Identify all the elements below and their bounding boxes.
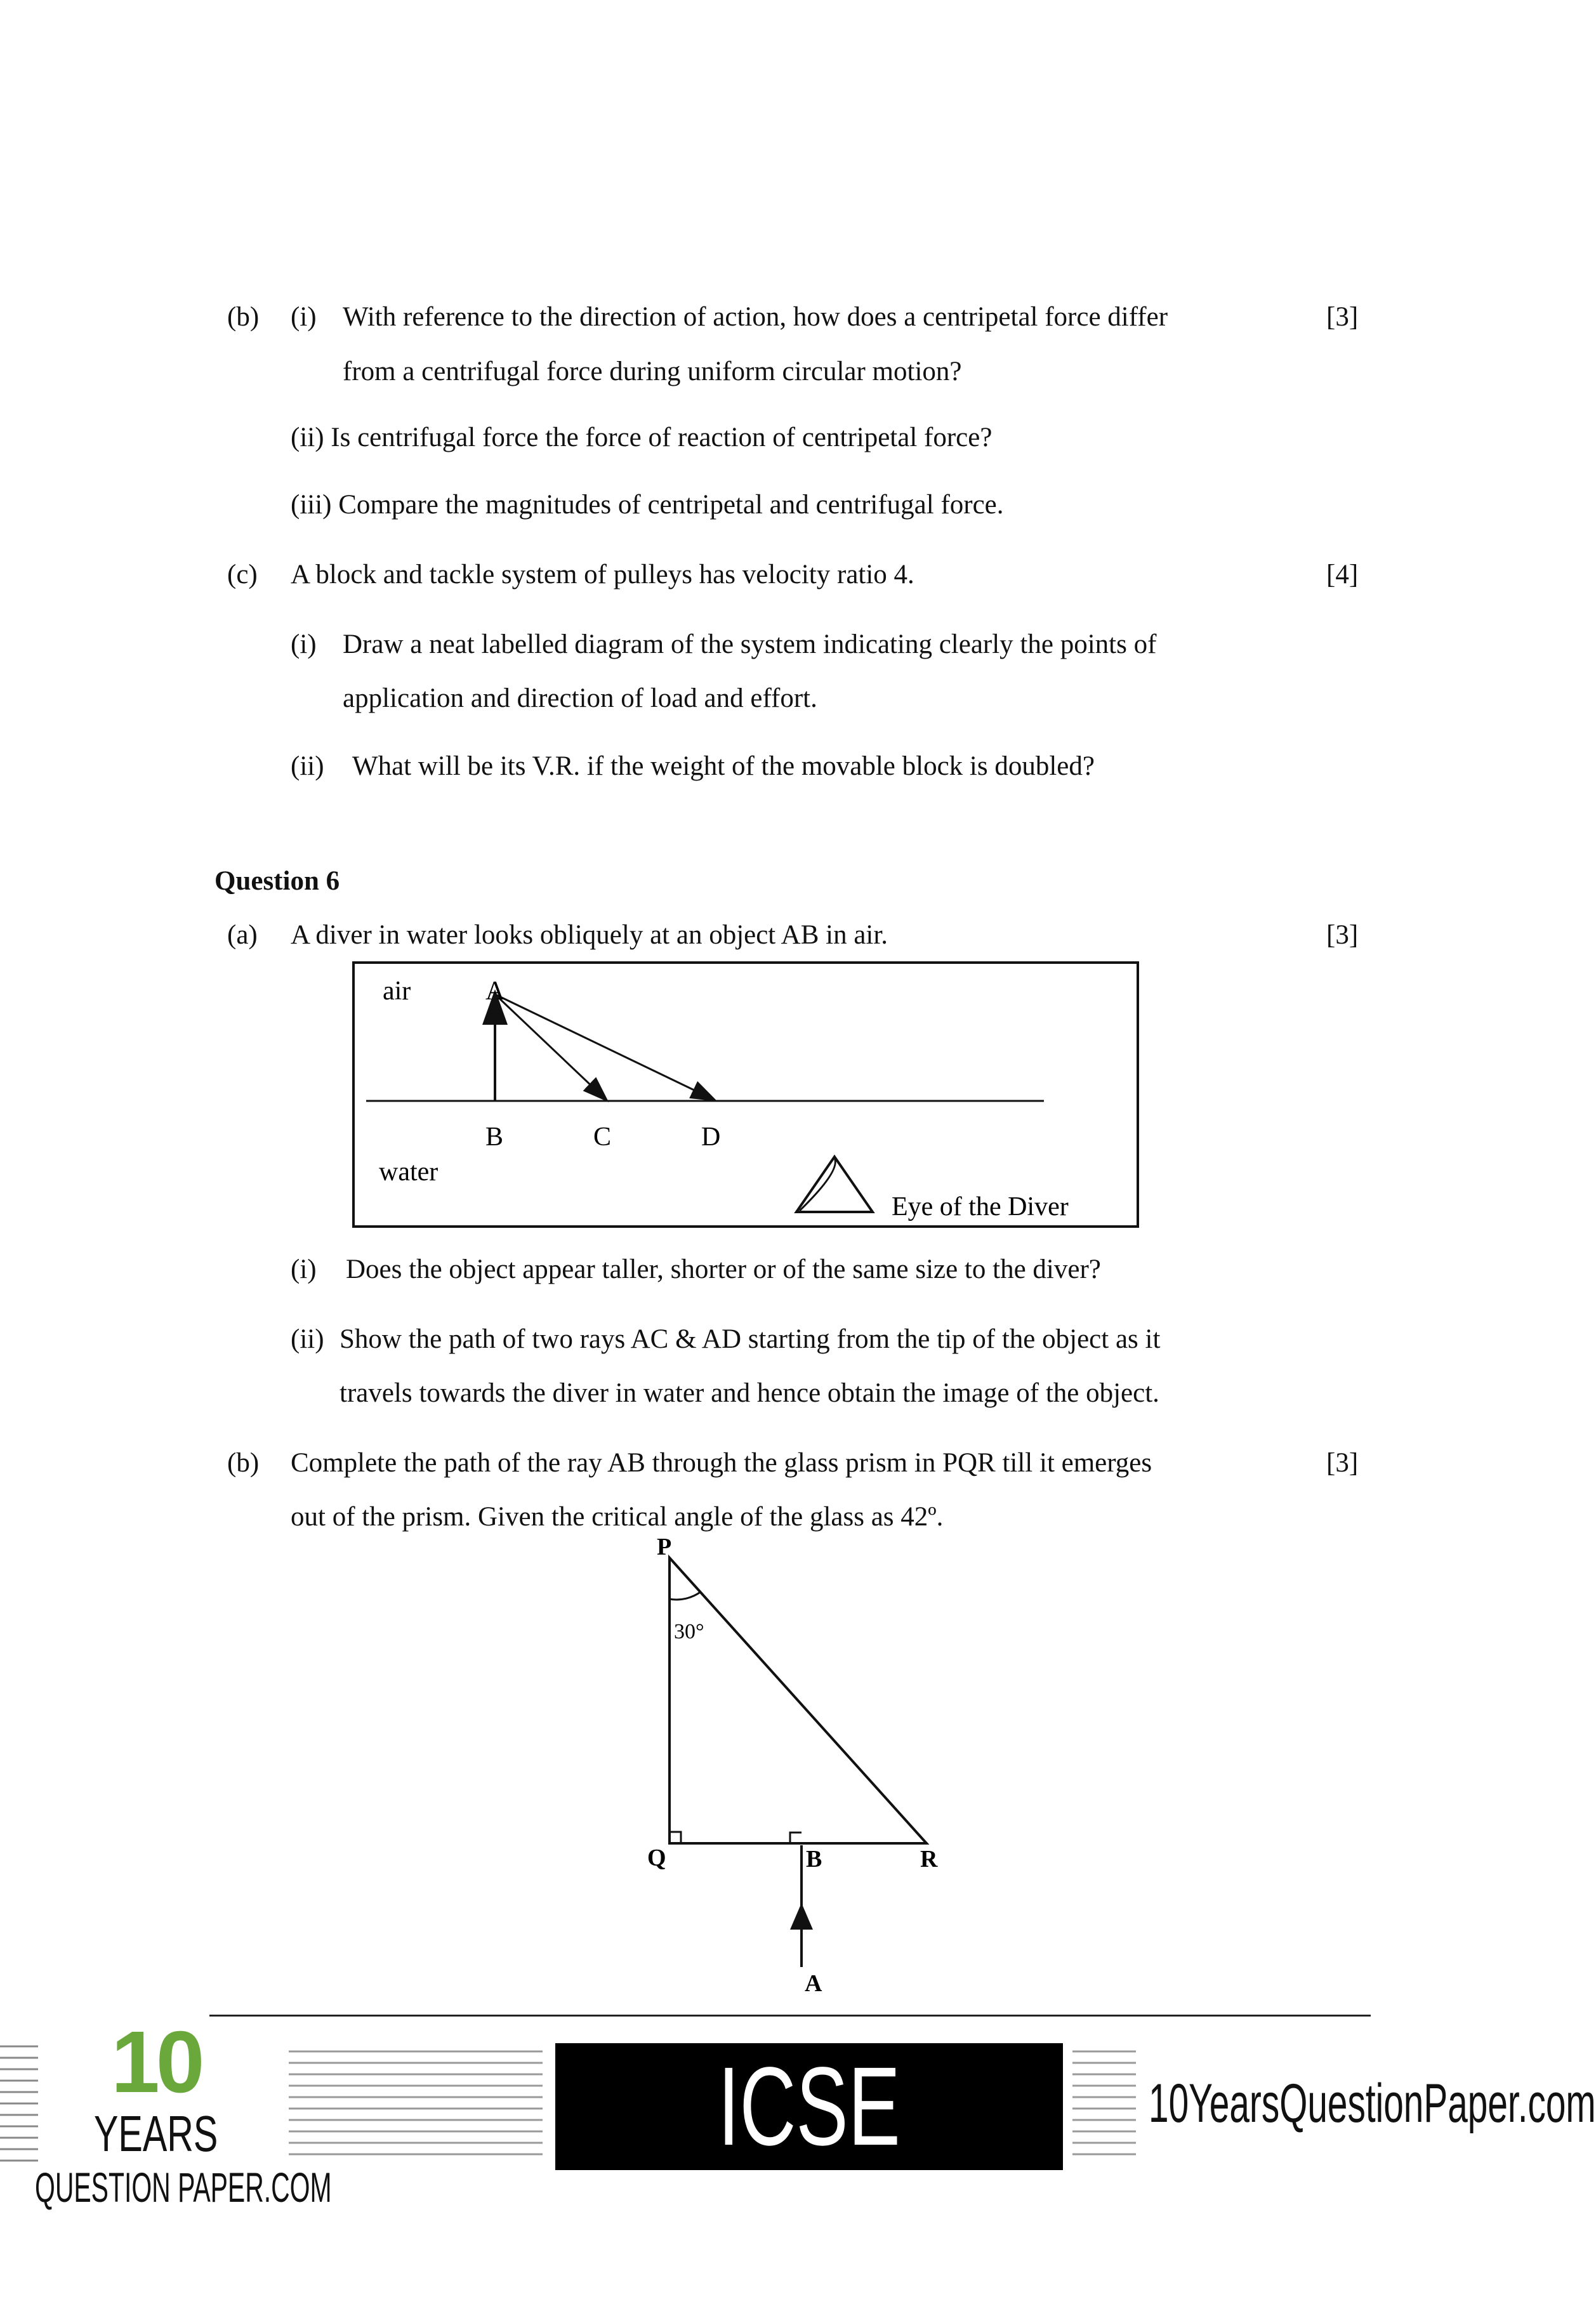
q5c-ii-label: (ii) (291, 751, 324, 781)
q5b-label: (b) (227, 302, 260, 332)
q5c-text: A block and tackle system of pulleys has velocity ratio 4. (291, 560, 914, 589)
right-stripes-decoration (1072, 2046, 1136, 2167)
left-stripes-decoration (0, 2040, 38, 2167)
q5b-marks: [3] (1326, 302, 1359, 332)
q6a-ii-line2: travels towards the diver in water and hence obtain the image of the object. (340, 1378, 1159, 1408)
label-eye-of-diver: Eye of the Diver (892, 1192, 1069, 1221)
prism-pqr (669, 1558, 927, 1843)
q5b-i-line2: from a centrifugal force during uniform circular motion? (343, 357, 962, 386)
ray-ac (495, 994, 606, 1100)
ray-ad (495, 994, 714, 1100)
q6a-marks: [3] (1326, 920, 1359, 950)
q5c-i-line2: application and direction of load and effort. (343, 683, 817, 713)
board-banner-text: ICSE BOARD X (633, 2044, 986, 2296)
angle-arc (669, 1591, 701, 1600)
label-angle-30: 30° (674, 1620, 704, 1643)
q6b-marks: [3] (1326, 1448, 1359, 1478)
q6b-line1: Complete the path of the ray AB through the glass prism in PQR till it emerges (291, 1448, 1152, 1478)
q6a-label: (a) (227, 920, 258, 950)
diver-diagram (352, 961, 1139, 1228)
logo-years: YEARS (94, 2105, 218, 2162)
q5b-i-label: (i) (291, 302, 317, 332)
q5b-ii-text: (ii) Is centrifugal force the force of reaction of centripetal force? (291, 423, 993, 452)
center-stripes-decoration (289, 2046, 543, 2167)
q6b-label: (b) (227, 1448, 260, 1478)
label-water: water (379, 1157, 439, 1187)
q5c-label: (c) (227, 560, 258, 589)
label-q: Q (647, 1845, 666, 1871)
question-6-title: Question 6 (214, 866, 340, 896)
diagram-border (353, 963, 1138, 1227)
label-air: air (383, 977, 411, 1006)
right-angle-mark-q (669, 1832, 681, 1843)
label-b: B (806, 1846, 822, 1872)
website-link[interactable]: 10YearsQuestionPaper.com (1149, 2073, 1596, 2134)
q5c-ii-text: What will be its V.R. if the weight of the movable block is doubled? (352, 751, 1095, 781)
eye-icon (796, 1157, 873, 1212)
q6a-i-label: (i) (291, 1254, 317, 1284)
normal-mark-b (790, 1833, 801, 1843)
q5b-i-line1: With reference to the direction of action, how does a centripetal force differ (343, 302, 1168, 332)
label-a: A (805, 1970, 822, 1997)
label-point-b: B (485, 1122, 504, 1152)
prism-diagram (628, 1536, 984, 2005)
q5b-iii-text: (iii) Compare the magnitudes of centripetal and centrifugal force. (291, 490, 1004, 520)
logo-number: 10 (111, 2013, 201, 2111)
q6a-i-text: Does the object appear taller, shorter or of the same size to the diver? (346, 1254, 1101, 1284)
label-p: P (657, 1534, 672, 1560)
q5c-i-label: (i) (291, 629, 317, 659)
q5c-i-line1: Draw a neat labelled diagram of the system indicating clearly the points of (343, 629, 1157, 659)
q6a-ii-label: (ii) (291, 1324, 324, 1354)
board-banner (555, 2043, 1063, 2296)
label-point-a: A (485, 977, 505, 1006)
logo-site-name: QUESTION PAPER.COM (35, 2164, 332, 2211)
q5c-marks: [4] (1326, 560, 1359, 589)
footer-rule (209, 2015, 1371, 2017)
label-r: R (920, 1846, 938, 1872)
q6a-ii-line1: Show the path of two rays AC & AD starting from the tip of the object as it (340, 1324, 1161, 1354)
label-point-d: D (701, 1122, 721, 1152)
q6a-text: A diver in water looks obliquely at an object AB in air. (291, 920, 888, 950)
q6b-line2: out of the prism. Given the critical angle of the glass as 42º. (291, 1502, 944, 1532)
label-point-c: C (593, 1122, 612, 1152)
